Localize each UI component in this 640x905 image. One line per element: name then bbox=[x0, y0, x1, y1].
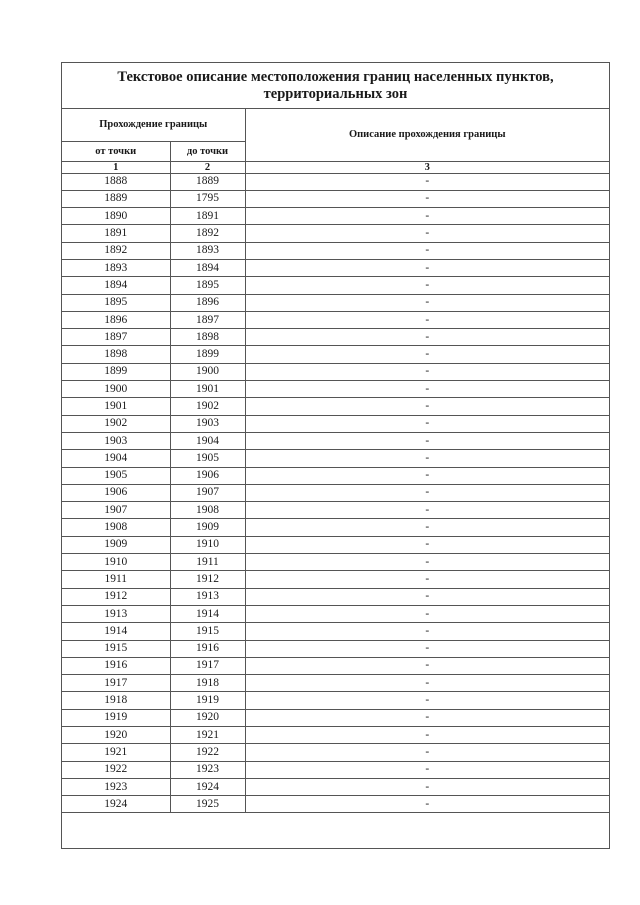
cell-description: - bbox=[245, 536, 609, 553]
table-row bbox=[62, 796, 609, 813]
cell-description: - bbox=[245, 519, 609, 536]
cell-from-point: 1911 bbox=[62, 571, 170, 588]
cell-description: - bbox=[245, 571, 609, 588]
cell-from-point: 1896 bbox=[62, 311, 170, 328]
cell-to-point: 1897 bbox=[170, 311, 245, 328]
cell-description: - bbox=[245, 709, 609, 726]
cell-description: - bbox=[245, 346, 609, 363]
cell-from-point: 1890 bbox=[62, 208, 170, 225]
cell-to-point: 1892 bbox=[170, 225, 245, 242]
table-row bbox=[62, 727, 609, 744]
cell-to-point: 1904 bbox=[170, 432, 245, 449]
cell-description: - bbox=[245, 778, 609, 795]
cell-description: - bbox=[245, 727, 609, 744]
table-row bbox=[62, 502, 609, 519]
table-row bbox=[62, 259, 609, 276]
table-row bbox=[62, 657, 609, 674]
table-row bbox=[62, 363, 609, 380]
cell-description: - bbox=[245, 173, 609, 190]
table-row bbox=[62, 173, 609, 190]
cell-to-point: 1908 bbox=[170, 502, 245, 519]
cell-description: - bbox=[245, 398, 609, 415]
cell-to-point: 1905 bbox=[170, 450, 245, 467]
cell-description: - bbox=[245, 761, 609, 778]
cell-from-point: 1904 bbox=[62, 450, 170, 467]
cell-description: - bbox=[245, 588, 609, 605]
cell-from-point: 1914 bbox=[62, 623, 170, 640]
table-row bbox=[62, 277, 609, 294]
cell-description: - bbox=[245, 311, 609, 328]
table-row bbox=[62, 398, 609, 415]
cell-description: - bbox=[245, 225, 609, 242]
cell-to-point: 1906 bbox=[170, 467, 245, 484]
cell-to-point: 1914 bbox=[170, 605, 245, 622]
cell-to-point: 1891 bbox=[170, 208, 245, 225]
cell-to-point: 1921 bbox=[170, 727, 245, 744]
cell-to-point: 1916 bbox=[170, 640, 245, 657]
table-row bbox=[62, 623, 609, 640]
table-row bbox=[62, 484, 609, 501]
cell-description: - bbox=[245, 415, 609, 432]
cell-description: - bbox=[245, 329, 609, 346]
cell-to-point: 1902 bbox=[170, 398, 245, 415]
table-row bbox=[62, 415, 609, 432]
cell-to-point: 1907 bbox=[170, 484, 245, 501]
cell-to-point: 1903 bbox=[170, 415, 245, 432]
cell-from-point: 1893 bbox=[62, 259, 170, 276]
cell-description: - bbox=[245, 554, 609, 571]
table-row bbox=[62, 294, 609, 311]
cell-from-point: 1915 bbox=[62, 640, 170, 657]
header-row-group bbox=[62, 109, 609, 141]
cell-from-point: 1902 bbox=[62, 415, 170, 432]
header-to-point: до точки bbox=[170, 141, 245, 161]
table-row bbox=[62, 554, 609, 571]
document-title bbox=[62, 63, 609, 109]
table-row bbox=[62, 381, 609, 398]
cell-from-point: 1892 bbox=[62, 242, 170, 259]
table-row bbox=[62, 778, 609, 795]
cell-from-point: 1919 bbox=[62, 709, 170, 726]
cell-description: - bbox=[245, 502, 609, 519]
cell-from-point: 1922 bbox=[62, 761, 170, 778]
cell-to-point: 1899 bbox=[170, 346, 245, 363]
cell-to-point: 1910 bbox=[170, 536, 245, 553]
column-number-1: 1 bbox=[62, 161, 170, 173]
cell-from-point: 1891 bbox=[62, 225, 170, 242]
cell-description: - bbox=[245, 467, 609, 484]
table-row bbox=[62, 311, 609, 328]
cell-to-point: 1920 bbox=[170, 709, 245, 726]
cell-from-point: 1917 bbox=[62, 675, 170, 692]
cell-to-point: 1895 bbox=[170, 277, 245, 294]
cell-to-point: 1913 bbox=[170, 588, 245, 605]
column-number-2: 2 bbox=[170, 161, 245, 173]
cell-from-point: 1921 bbox=[62, 744, 170, 761]
cell-from-point: 1897 bbox=[62, 329, 170, 346]
cell-from-point: 1924 bbox=[62, 796, 170, 813]
cell-from-point: 1908 bbox=[62, 519, 170, 536]
cell-to-point: 1911 bbox=[170, 554, 245, 571]
cell-from-point: 1910 bbox=[62, 554, 170, 571]
cell-to-point: 1925 bbox=[170, 796, 245, 813]
table-row bbox=[62, 761, 609, 778]
table-row bbox=[62, 709, 609, 726]
cell-from-point: 1900 bbox=[62, 381, 170, 398]
cell-to-point: 1912 bbox=[170, 571, 245, 588]
cell-from-point: 1909 bbox=[62, 536, 170, 553]
cell-to-point: 1896 bbox=[170, 294, 245, 311]
cell-description: - bbox=[245, 432, 609, 449]
cell-description: - bbox=[245, 605, 609, 622]
cell-from-point: 1916 bbox=[62, 657, 170, 674]
cell-from-point: 1906 bbox=[62, 484, 170, 501]
table-row bbox=[62, 675, 609, 692]
header-row-numbers bbox=[62, 161, 609, 173]
cell-description: - bbox=[245, 294, 609, 311]
cell-from-point: 1913 bbox=[62, 605, 170, 622]
table-row bbox=[62, 519, 609, 536]
cell-to-point: 1924 bbox=[170, 778, 245, 795]
cell-to-point: 1915 bbox=[170, 623, 245, 640]
cell-description: - bbox=[245, 259, 609, 276]
cell-from-point: 1920 bbox=[62, 727, 170, 744]
table-row bbox=[62, 346, 609, 363]
table-row bbox=[62, 242, 609, 259]
cell-to-point: 1918 bbox=[170, 675, 245, 692]
cell-to-point: 1923 bbox=[170, 761, 245, 778]
cell-from-point: 1895 bbox=[62, 294, 170, 311]
table-row bbox=[62, 640, 609, 657]
table-row bbox=[62, 432, 609, 449]
table-row bbox=[62, 329, 609, 346]
title-line-1: Текстовое описание местоположения границ населенных пунктов, bbox=[117, 68, 554, 85]
table-row bbox=[62, 536, 609, 553]
table-row bbox=[62, 225, 609, 242]
cell-from-point: 1889 bbox=[62, 190, 170, 207]
cell-to-point: 1795 bbox=[170, 190, 245, 207]
table-row bbox=[62, 588, 609, 605]
cell-from-point: 1888 bbox=[62, 173, 170, 190]
cell-description: - bbox=[245, 381, 609, 398]
column-number-3: 3 bbox=[245, 161, 609, 173]
cell-from-point: 1899 bbox=[62, 363, 170, 380]
cell-description: - bbox=[245, 692, 609, 709]
table-row bbox=[62, 744, 609, 761]
table-row bbox=[62, 571, 609, 588]
cell-to-point: 1889 bbox=[170, 173, 245, 190]
cell-description: - bbox=[245, 450, 609, 467]
header-boundary-passage: Прохождение границы bbox=[62, 109, 245, 141]
cell-to-point: 1909 bbox=[170, 519, 245, 536]
cell-description: - bbox=[245, 242, 609, 259]
document-frame bbox=[61, 62, 610, 849]
cell-from-point: 1901 bbox=[62, 398, 170, 415]
table-row bbox=[62, 208, 609, 225]
header-description: Описание прохождения границы bbox=[245, 109, 609, 161]
table-row bbox=[62, 467, 609, 484]
cell-description: - bbox=[245, 277, 609, 294]
cell-from-point: 1905 bbox=[62, 467, 170, 484]
cell-to-point: 1919 bbox=[170, 692, 245, 709]
cell-to-point: 1898 bbox=[170, 329, 245, 346]
cell-description: - bbox=[245, 675, 609, 692]
cell-to-point: 1900 bbox=[170, 363, 245, 380]
cell-description: - bbox=[245, 190, 609, 207]
cell-to-point: 1922 bbox=[170, 744, 245, 761]
cell-from-point: 1907 bbox=[62, 502, 170, 519]
cell-to-point: 1893 bbox=[170, 242, 245, 259]
table-row bbox=[62, 605, 609, 622]
cell-from-point: 1903 bbox=[62, 432, 170, 449]
table-row bbox=[62, 692, 609, 709]
cell-from-point: 1894 bbox=[62, 277, 170, 294]
title-line-2: территориальных зон bbox=[263, 85, 408, 102]
header-from-point: от точки bbox=[62, 141, 170, 161]
cell-from-point: 1912 bbox=[62, 588, 170, 605]
table-row bbox=[62, 450, 609, 467]
boundary-table bbox=[62, 109, 609, 813]
cell-description: - bbox=[245, 208, 609, 225]
cell-description: - bbox=[245, 484, 609, 501]
cell-description: - bbox=[245, 623, 609, 640]
cell-from-point: 1918 bbox=[62, 692, 170, 709]
cell-from-point: 1898 bbox=[62, 346, 170, 363]
cell-to-point: 1894 bbox=[170, 259, 245, 276]
cell-description: - bbox=[245, 796, 609, 813]
cell-to-point: 1901 bbox=[170, 381, 245, 398]
cell-description: - bbox=[245, 744, 609, 761]
cell-description: - bbox=[245, 640, 609, 657]
cell-to-point: 1917 bbox=[170, 657, 245, 674]
table-row bbox=[62, 190, 609, 207]
cell-description: - bbox=[245, 657, 609, 674]
cell-from-point: 1923 bbox=[62, 778, 170, 795]
cell-description: - bbox=[245, 363, 609, 380]
